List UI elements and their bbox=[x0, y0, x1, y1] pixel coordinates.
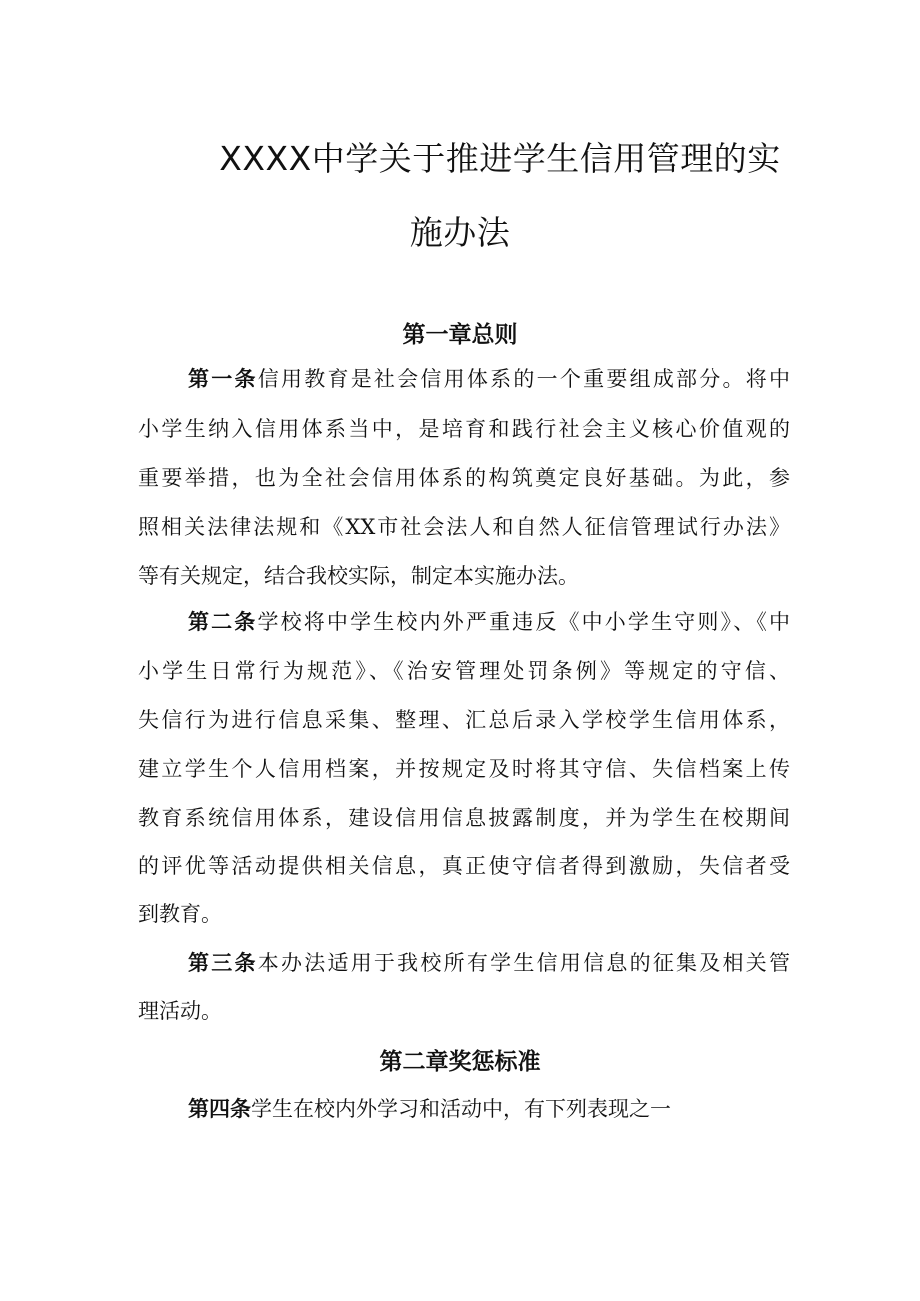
article-1-line: 重要举措，也为全社会信用体系的构筑奠定良好基础。为此，参 bbox=[138, 466, 790, 490]
article-1-text: 信用教育是社会信用体系的一个重要组成部分。将中 bbox=[257, 367, 790, 391]
article-2-line: 小学生日常行为规范》、《治安管理处罚条例》等规定的守信、 bbox=[138, 659, 790, 683]
article-1-first-line bbox=[188, 364, 790, 394]
article-1-line: 小学生纳入信用体系当中，是培育和践行社会主义核心价值观的 bbox=[138, 417, 790, 441]
article-2-text: 学校将中学生校内外严重违反《中小学生守则》、《中 bbox=[257, 610, 790, 634]
article-2-label: 第二条 bbox=[188, 610, 258, 634]
article-3-line: 理活动。 bbox=[138, 999, 222, 1023]
article-1-line: 照相关法律法规和《XX市社会法人和自然人征信管理试行办法》 bbox=[138, 515, 790, 539]
article-2-line: 失信行为进行信息采集、整理、汇总后录入学校学生信用体系， bbox=[138, 708, 790, 732]
article-2-line: 建立学生个人信用档案，并按规定及时将其守信、失信档案上传 bbox=[138, 757, 790, 781]
article-2-line: 到教育。 bbox=[138, 902, 222, 926]
article-2-line: 的评优等活动提供相关信息，真正使守信者得到激励，失信者受 bbox=[138, 854, 790, 878]
chapter-1-heading: 第一章总则 bbox=[402, 322, 518, 348]
article-1-label: 第一条 bbox=[188, 367, 258, 391]
document-title-line-2: 施办法 bbox=[409, 213, 511, 252]
article-4-first-line bbox=[188, 1094, 790, 1124]
article-4-text: 学生在校内外学习和活动中，有下列表现之一 bbox=[251, 1097, 671, 1121]
article-3-first-line bbox=[188, 948, 790, 978]
article-3-text: 本办法适用于我校所有学生信用信息的征集及相关管 bbox=[257, 951, 790, 975]
article-4-label: 第四条 bbox=[188, 1097, 251, 1121]
article-3-label: 第三条 bbox=[188, 951, 258, 975]
article-2-first-line bbox=[188, 607, 790, 637]
chapter-2-heading: 第二章奖惩标准 bbox=[379, 1049, 541, 1075]
document-title-line-1: XXXX中学关于推进学生信用管理的实 bbox=[219, 139, 781, 178]
article-2-line: 教育系统信用体系，建设信用信息披露制度，并为学生在校期间 bbox=[138, 806, 790, 830]
article-1-line: 等有关规定，结合我校实际，制定本实施办法。 bbox=[138, 564, 579, 588]
